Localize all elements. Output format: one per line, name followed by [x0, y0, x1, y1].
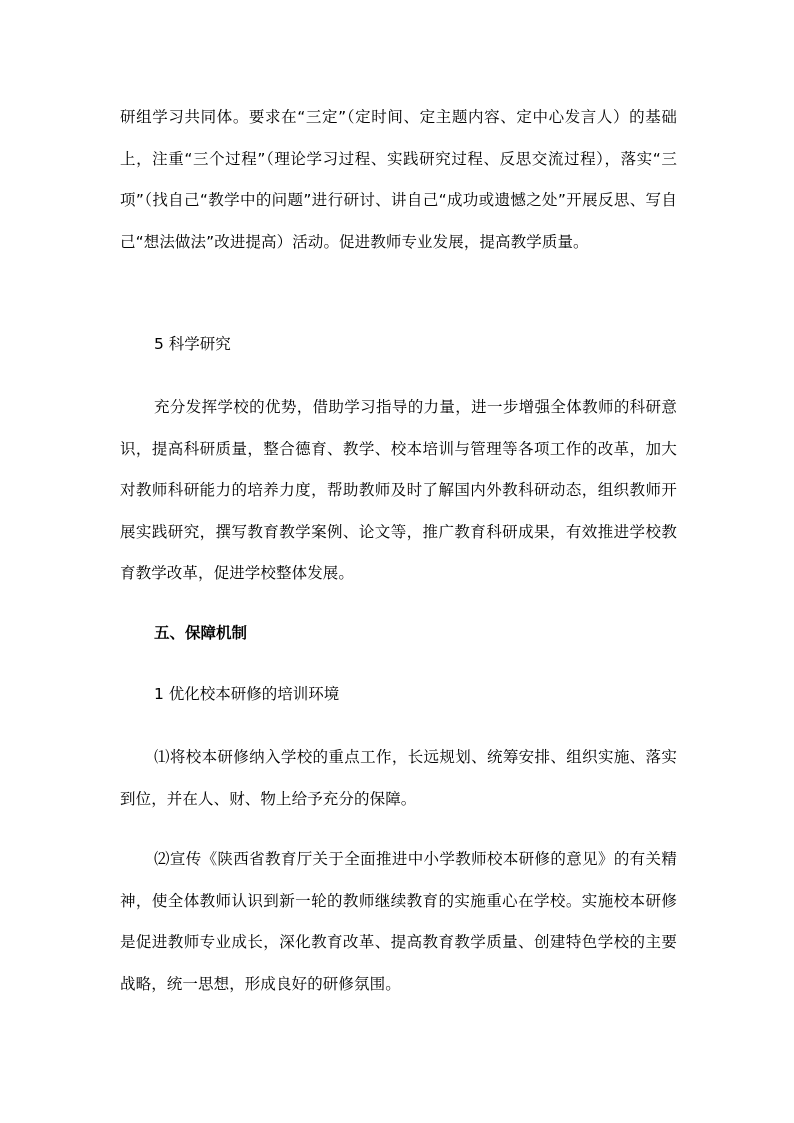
paragraph-continuation: 研组学习共同体。要求在“三定”（定时间、定主题内容、定中心发言人）的基础上，注重“三个过程”（理论学习过程、实践研究过程、反思交流过程），落实“三项”（找自己“教学中的问题”进行研讨、讲自己“成功或遗憾之处”开展反思、写自己“想法做法”改进提高）活动。促进教师专业发展，提高教学质量。 — [120, 108, 677, 251]
subheading-environment: 1 优化校本研修的培训环境 — [154, 685, 340, 703]
section-heading-guarantee: 五、保障机制 — [154, 624, 248, 642]
paragraph-item-1: ⑴将校本研修纳入学校的重点工作，长远规划、统筹安排、组织实施、落实到位，并在人、财、物上给予充分的保障。 — [120, 748, 677, 808]
paragraph-research: 充分发挥学校的优势，借助学习指导的力量，进一步增强全体教师的科研意识，提高科研质量，整合德育、教学、校本培训与管理等各项工作的改革，加大对教师科研能力的培养力度，帮助教师及时了解国内外教科研动态，组织教师开展实践研究，撰写教育教学案例、论文等，推广教育科研成果，有效推进学校教育教学改革，促进学校整体发展。 — [120, 398, 677, 582]
paragraph-item-2: ⑵宣传《陕西省教育厅关于全面推进中小学教师校本研修的意见》的有关精神，使全体教师认识到新一轮的教师继续教育的实施重心在学校。实施校本研修是促进教师专业成长，深化教育改革、提高教育教学质量、创建特色学校的主要战略，统一思想，形成良好的研修氛围。 — [120, 850, 677, 993]
section-heading-research: 5 科学研究 — [154, 335, 231, 353]
